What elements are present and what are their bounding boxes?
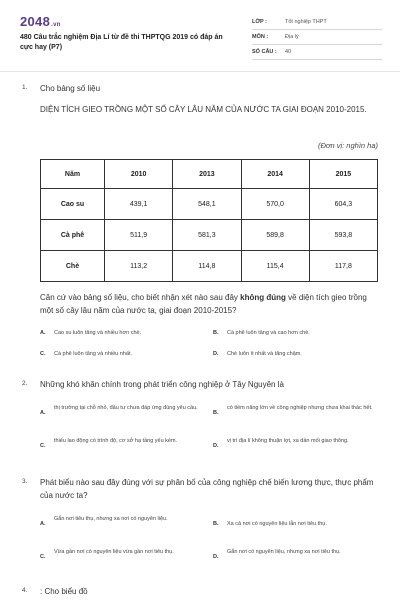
question-1-unit: (Đơn vị: nghìn ha)	[318, 141, 378, 150]
table-header-row	[41, 160, 378, 189]
table-header-cell: 2010	[105, 160, 173, 189]
document-title: 480 Câu trắc nghiệm Địa Lí từ đề thi THPTQG 2019 có đáp án cực hay (P7)	[20, 34, 223, 51]
meta-class	[252, 15, 382, 30]
table-header-cell: 2014	[241, 160, 309, 189]
option-label: B.	[213, 521, 219, 527]
option-text: Vừa gần nơi có nguyên liệu vừa gần nơi tiêu thụ.	[54, 549, 174, 555]
question-2-number: 2.	[22, 380, 28, 387]
logo-main: 2048	[20, 14, 51, 29]
question-4-text: : Cho biểu đồ	[40, 587, 88, 596]
question-1-intro: Cho bảng số liệu	[40, 84, 101, 93]
table-row-label: Chè	[41, 251, 105, 282]
question-1-number: 1.	[22, 84, 28, 91]
meta-count	[252, 45, 382, 60]
meta-class-label: LỚP :	[252, 19, 267, 25]
table-header-cell: 2013	[173, 160, 241, 189]
question-1-prompt	[40, 291, 380, 317]
option-label: A.	[40, 410, 46, 416]
document-meta	[252, 15, 382, 60]
table-header-cell: 2015	[309, 160, 377, 189]
table-cell: 548,1	[173, 189, 241, 220]
option-text: Chè luôn ít nhất và tăng chậm.	[227, 351, 302, 357]
table-cell: 570,0	[241, 189, 309, 220]
site-logo[interactable]	[20, 14, 61, 29]
question-3-number: 3.	[22, 478, 28, 485]
table-cell: 581,3	[173, 220, 241, 251]
question-4-number: 4.	[22, 587, 28, 594]
meta-count-label: SỐ CÂU :	[252, 49, 277, 55]
option-text: vị trí địa lí không thuận lợi, xa dần mối giao thông.	[227, 438, 349, 444]
option-label: D.	[213, 351, 219, 357]
option-text: Gắn nơi tiêu thụ, nhưng xa nơi có nguyên liệu.	[54, 516, 168, 522]
question-1-data-table	[40, 159, 378, 282]
logo-suffix: .vn	[51, 22, 61, 28]
option-text: Cao su luôn tăng và nhiều hơn chè.	[54, 330, 142, 336]
question-1-prompt-post: về diện tích gieo trồng một số cây lâu năm của nước ta, giai đoạn 2010-2015?	[40, 293, 367, 315]
table-row	[41, 251, 378, 282]
meta-class-value: Tốt nghiệp THPT	[285, 19, 327, 25]
meta-count-value: 40	[285, 49, 292, 55]
meta-subject-label: MÔN :	[252, 34, 269, 40]
option-label: D.	[213, 554, 219, 560]
table-row	[41, 220, 378, 251]
table-cell: 113,2	[105, 251, 173, 282]
option-text: Xa cả nơi có nguyên liệu lẫn nơi tiêu thụ.	[227, 521, 327, 527]
option-text: thiếu lao động có trình độ, cơ sở hạ tầng yếu kém.	[54, 438, 178, 444]
option-label: C.	[40, 554, 46, 560]
option-label: B.	[213, 410, 219, 416]
option-label: D.	[213, 443, 219, 449]
question-3-text: Phát biểu nào sau đây đúng với sự phân bố của công nghiệp chế biến lương thực, thực phẩm của nước ta?	[40, 478, 374, 500]
question-1-table-title: DIỆN TÍCH GIEO TRỒNG MỘT SỐ CÂY LÂU NĂM CỦA NƯỚC TA GIAI ĐOẠN 2010-2015.	[40, 105, 367, 114]
option-label: A.	[40, 330, 46, 336]
question-2-text: Những khó khăn chính trong phát triển công nghiệp ở Tây Nguyên là	[40, 380, 284, 389]
option-text: thị trường tại chỗ nhỏ, đầu tư chưa đáp ứng đúng yêu cầu.	[54, 405, 198, 411]
option-label: A.	[40, 521, 46, 527]
option-text: Gắn nơi có nguyên liệu, nhưng xa nơi tiêu thụ.	[227, 549, 341, 555]
option-label: B.	[213, 330, 219, 336]
header-divider	[0, 71, 400, 72]
option-label: C.	[40, 351, 46, 357]
table-cell: 589,8	[241, 220, 309, 251]
table-cell: 604,3	[309, 189, 377, 220]
meta-subject	[252, 30, 382, 45]
table-row	[41, 189, 378, 220]
table-row-label: Cao su	[41, 189, 105, 220]
table-cell: 115,4	[241, 251, 309, 282]
question-1-prompt-pre: Căn cứ vào bảng số liệu, cho biết nhận xét nào sau đây	[40, 293, 241, 302]
question-1-prompt-emphasis: không đúng	[240, 293, 286, 302]
option-label: C.	[40, 443, 46, 449]
page-header	[0, 0, 400, 70]
option-text: Cà phê luôn tăng và cao hơn chè.	[227, 330, 310, 336]
meta-subject-value: Địa lý	[285, 34, 299, 40]
table-cell: 114,8	[173, 251, 241, 282]
table-row-label: Cà phê	[41, 220, 105, 251]
table-cell: 593,8	[309, 220, 377, 251]
table-header-cell: Năm	[41, 160, 105, 189]
table-cell: 511,9	[105, 220, 173, 251]
option-text: có tiềm năng lớn về công nghiệp nhưng chưa khai thác hết.	[227, 405, 373, 411]
table-cell: 439,1	[105, 189, 173, 220]
option-text: Cà phê luôn tăng và nhiều nhất.	[54, 351, 132, 357]
table-cell: 117,8	[309, 251, 377, 282]
